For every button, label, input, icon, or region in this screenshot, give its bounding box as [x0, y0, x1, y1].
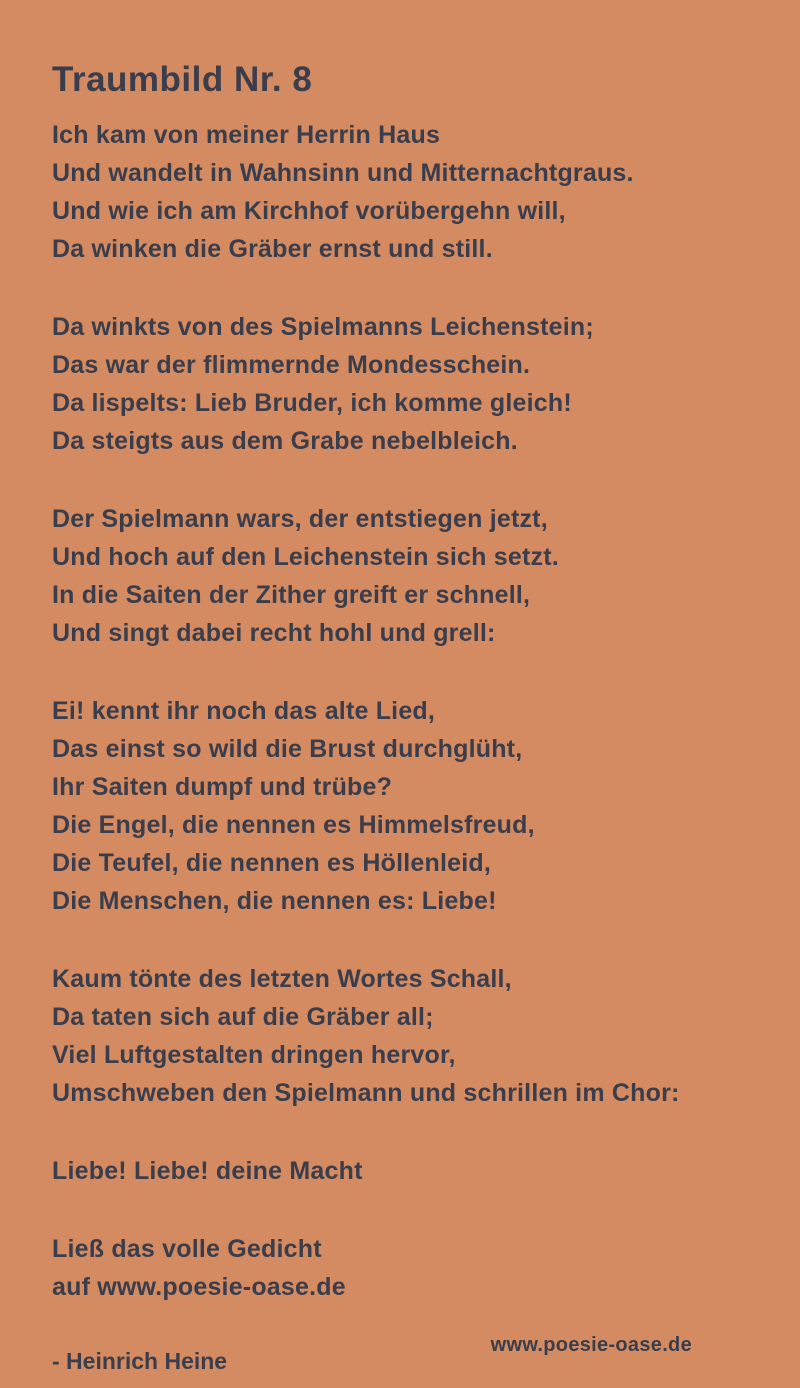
- poem-line: Und singt dabei recht hohl und grell:: [52, 619, 496, 647]
- poem-line: Viel Luftgestalten dringen hervor,: [52, 1041, 456, 1069]
- stanza-7-teaser: [52, 1230, 760, 1306]
- poem-line: Da lispelts: Lieb Bruder, ich komme gleich!: [52, 389, 572, 417]
- poem-line: Da winken die Gräber ernst und still.: [52, 235, 493, 263]
- stanza-2: [52, 308, 760, 460]
- poem-line: Und hoch auf den Leichenstein sich setzt.: [52, 543, 559, 571]
- poem-line: Kaum tönte des letzten Wortes Schall,: [52, 965, 512, 993]
- poem-line: Die Menschen, die nennen es: Liebe!: [52, 887, 497, 915]
- poem-line: Ich kam von meiner Herrin Haus: [52, 121, 441, 149]
- author-attribution: - Heinrich Heine: [52, 1348, 228, 1374]
- stanza-4: [52, 692, 760, 920]
- stanza-5: [52, 960, 760, 1112]
- poem-line: Und wie ich am Kirchhof vorübergehn will,: [52, 197, 566, 225]
- poem-line: Liebe! Liebe! deine Macht: [52, 1157, 363, 1185]
- poem-line: Ei! kennt ihr noch das alte Lied,: [52, 697, 436, 725]
- stanza-1: [52, 116, 760, 268]
- poem-line: Und wandelt in Wahnsinn und Mitternachtgraus.: [52, 159, 634, 187]
- poem-line: Umschweben den Spielmann und schrillen im Chor:: [52, 1079, 680, 1107]
- stanza-6: [52, 1152, 760, 1190]
- poem-line: Ihr Saiten dumpf und trübe?: [52, 773, 393, 801]
- poem-line: Das war der flimmernde Mondesschein.: [52, 351, 531, 379]
- poem-line: Das einst so wild die Brust durchglüht,: [52, 735, 523, 763]
- poem-line: Die Teufel, die nennen es Höllenleid,: [52, 849, 491, 877]
- poem-line: Ließ das volle Gedicht: [52, 1235, 322, 1263]
- page-title: Traumbild Nr. 8: [52, 60, 313, 99]
- poem-line: Da taten sich auf die Gräber all;: [52, 1003, 434, 1031]
- poem-line: In die Saiten der Zither greift er schnell,: [52, 581, 531, 609]
- poem-line: Da steigts aus dem Grabe nebelbleich.: [52, 427, 518, 455]
- poem-line: auf www.poesie-oase.de: [52, 1273, 346, 1301]
- website-credit: www.poesie-oase.de: [490, 1334, 692, 1356]
- poem-line: Der Spielmann wars, der entstiegen jetzt,: [52, 505, 548, 533]
- poem-line: Die Engel, die nennen es Himmelsfreud,: [52, 811, 535, 839]
- poem-line: Da winkts von des Spielmanns Leichenstein;: [52, 313, 594, 341]
- stanza-3: [52, 500, 760, 652]
